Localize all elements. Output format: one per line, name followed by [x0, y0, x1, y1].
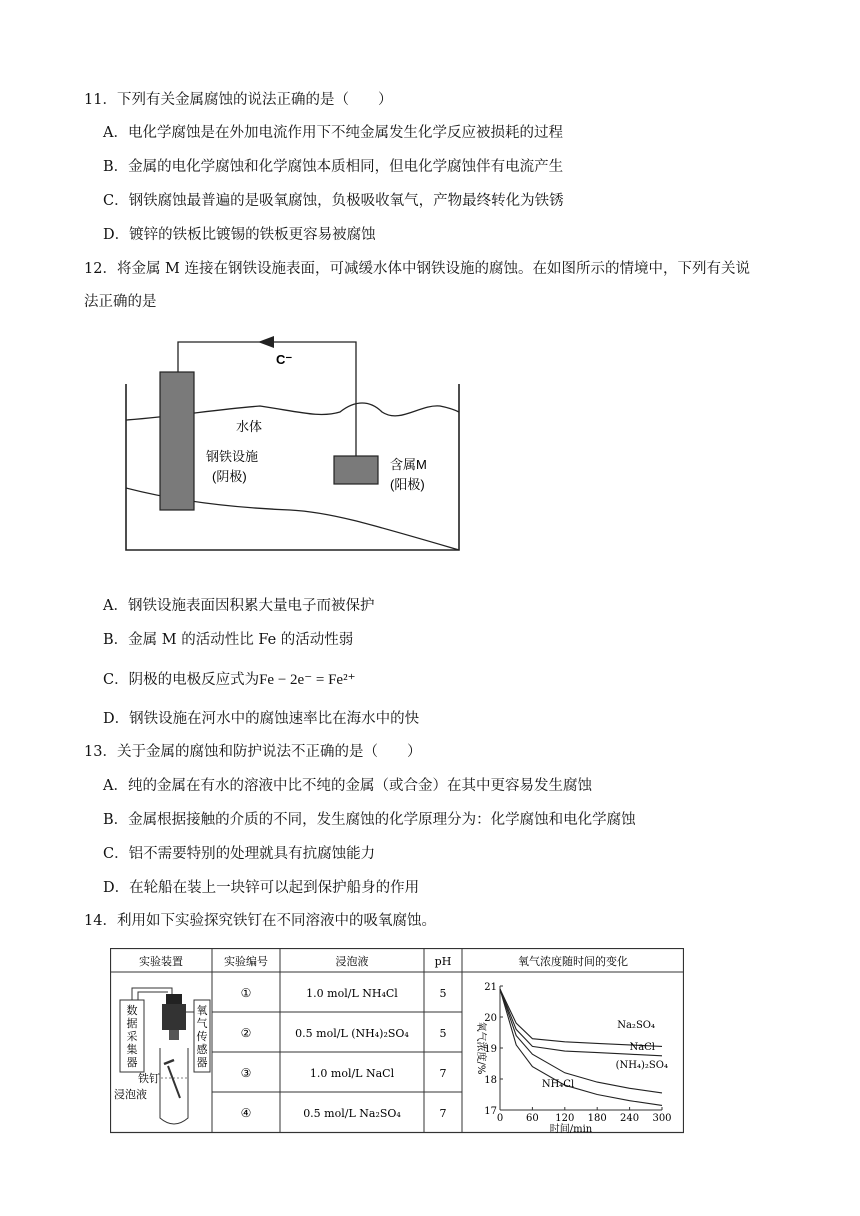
- row-ph: 7: [439, 1107, 447, 1120]
- row-solution: 0.5 mol/L Na₂SO₄: [303, 1107, 401, 1120]
- row-id: ④: [240, 1106, 252, 1120]
- collector-char: 据: [126, 1017, 138, 1030]
- sensor-cap: [166, 994, 182, 1004]
- x-tick-label: 240: [620, 1113, 640, 1124]
- sensor-char: 气: [196, 1017, 208, 1030]
- y-tick-label: 20: [484, 1013, 497, 1024]
- series-label: (NH₄)₂SO₄: [615, 1060, 668, 1071]
- sensor-char: 感: [196, 1043, 208, 1056]
- x-tick-label: 0: [496, 1113, 504, 1124]
- header-apparatus: 实验装置: [139, 955, 183, 968]
- q11-option-a: A．电化学腐蚀是在外加电流作用下不纯金属发生化学反应被损耗的过程: [103, 125, 563, 141]
- row-solution: 0.5 mol/L (NH₄)₂SO₄: [295, 1027, 409, 1040]
- connecting-wire: [178, 342, 356, 456]
- q11-option-d: D．镀锌的铁板比镀锡的铁板更容易被腐蚀: [103, 227, 376, 243]
- q12-option-c: [103, 670, 356, 690]
- y-tick-label: 21: [484, 982, 497, 993]
- y-tick-label: 19: [484, 1044, 497, 1055]
- row-ph: 5: [439, 987, 447, 1000]
- q13-stem: 13．关于金属的腐蚀和防护说法不正确的是（ ）: [84, 744, 422, 760]
- series-label: NH₄Cl: [541, 1079, 575, 1090]
- collector-char: 集: [126, 1043, 138, 1056]
- nail-label: 铁钉: [138, 1072, 160, 1085]
- sensor-tip: [169, 1030, 179, 1040]
- metal-label: 含属M: [390, 457, 427, 472]
- q13-option-d: D．在轮船在装上一块锌可以起到保护船身的作用: [103, 880, 420, 896]
- current-label: C⁻: [276, 352, 293, 367]
- sensor-char: 器: [196, 1056, 208, 1069]
- x-tick-label: 180: [587, 1113, 607, 1124]
- collector-char: 器: [126, 1056, 138, 1069]
- series-label: Na₂SO₄: [617, 1020, 655, 1031]
- current-arrow-icon: [258, 336, 274, 348]
- x-axis-label: 时间/min: [549, 1124, 593, 1134]
- q11-stem: 11．下列有关金属腐蚀的说法正确的是（ ）: [84, 92, 393, 108]
- header-ph: pH: [434, 955, 452, 968]
- metal-anode-label: (阳极): [390, 477, 425, 492]
- collector-char: 数: [126, 1004, 138, 1017]
- q11-option-c: C．钢铁腐蚀最普遍的是吸氧腐蚀，负极吸收氧气，产物最终转化为铁锈: [103, 193, 564, 209]
- sensor-char: 氧: [196, 1004, 208, 1017]
- q12-option-a: A．钢铁设施表面因积累大量电子而被保护: [103, 598, 375, 614]
- x-tick-label: 60: [526, 1113, 539, 1124]
- q12-stem-line2: 法正确的是: [84, 294, 157, 310]
- cathodic-protection-diagram: [120, 328, 465, 556]
- sensor-probe: [162, 1004, 186, 1030]
- row-ph: 5: [439, 1027, 447, 1040]
- solution-label: 浸泡液: [114, 1088, 147, 1101]
- header-chart: 氧气浓度随时间的变化: [518, 955, 628, 968]
- q12-option-d: D．钢铁设施在河水中的腐蚀速率比在海水中的快: [103, 711, 420, 727]
- header-solution: 浸泡液: [335, 955, 369, 968]
- header-id: 实验编号: [224, 955, 268, 968]
- row-id: ②: [240, 1026, 252, 1040]
- steel-cathode-label: (阴极): [212, 469, 247, 484]
- q12-option-b: B．金属 M 的活动性比 Fe 的活动性弱: [103, 632, 354, 648]
- q14-stem: 14．利用如下实验探究铁钉在不同溶液中的吸氧腐蚀。: [84, 913, 436, 929]
- q13-option-c: C．铝不需要特别的处理就具有抗腐蚀能力: [103, 846, 376, 862]
- steel-facility: [160, 372, 194, 510]
- sensor-char: 传: [196, 1030, 208, 1043]
- q13-option-a: A．纯的金属在有水的溶液中比不纯的金属（或合金）在其中更容易发生腐蚀: [103, 778, 592, 794]
- water-label: 水体: [236, 419, 263, 434]
- row-solution: 1.0 mol/L NaCl: [309, 1067, 395, 1080]
- q12-option-c-formula: Fe − 2e⁻ = Fe²⁺: [259, 672, 356, 688]
- y-tick-label: 17: [484, 1106, 497, 1117]
- y-tick-label: 18: [484, 1075, 497, 1086]
- q12-option-c-prefix: C．阴极的电极反应式为: [103, 672, 260, 688]
- q11-option-b: B．金属的电化学腐蚀和化学腐蚀本质相同，但电化学腐蚀伴有电流产生: [103, 159, 564, 175]
- row-id: ①: [240, 986, 252, 1000]
- y-axis-label: 氧气浓度/%: [475, 1021, 486, 1075]
- experiment-table: [110, 948, 684, 1134]
- row-solution: 1.0 mol/L NH₄Cl: [306, 987, 398, 1000]
- steel-label: 钢铁设施: [206, 449, 259, 464]
- x-tick-label: 300: [652, 1113, 672, 1124]
- metal-m: [334, 456, 378, 484]
- q13-option-b: B．金属根据接触的介质的不同，发生腐蚀的化学原理分为：化学腐蚀和电化学腐蚀: [103, 812, 636, 828]
- q12-stem-line1: 12．将金属 M 连接在钢铁设施表面，可减缓水体中钢铁设施的腐蚀。在如图所示的情境中，下列有关说: [84, 261, 751, 277]
- series-label: NaCl: [629, 1042, 655, 1053]
- row-id: ③: [240, 1066, 252, 1080]
- collector-char: 采: [126, 1030, 138, 1043]
- row-ph: 7: [439, 1067, 447, 1080]
- x-tick-label: 120: [555, 1113, 575, 1124]
